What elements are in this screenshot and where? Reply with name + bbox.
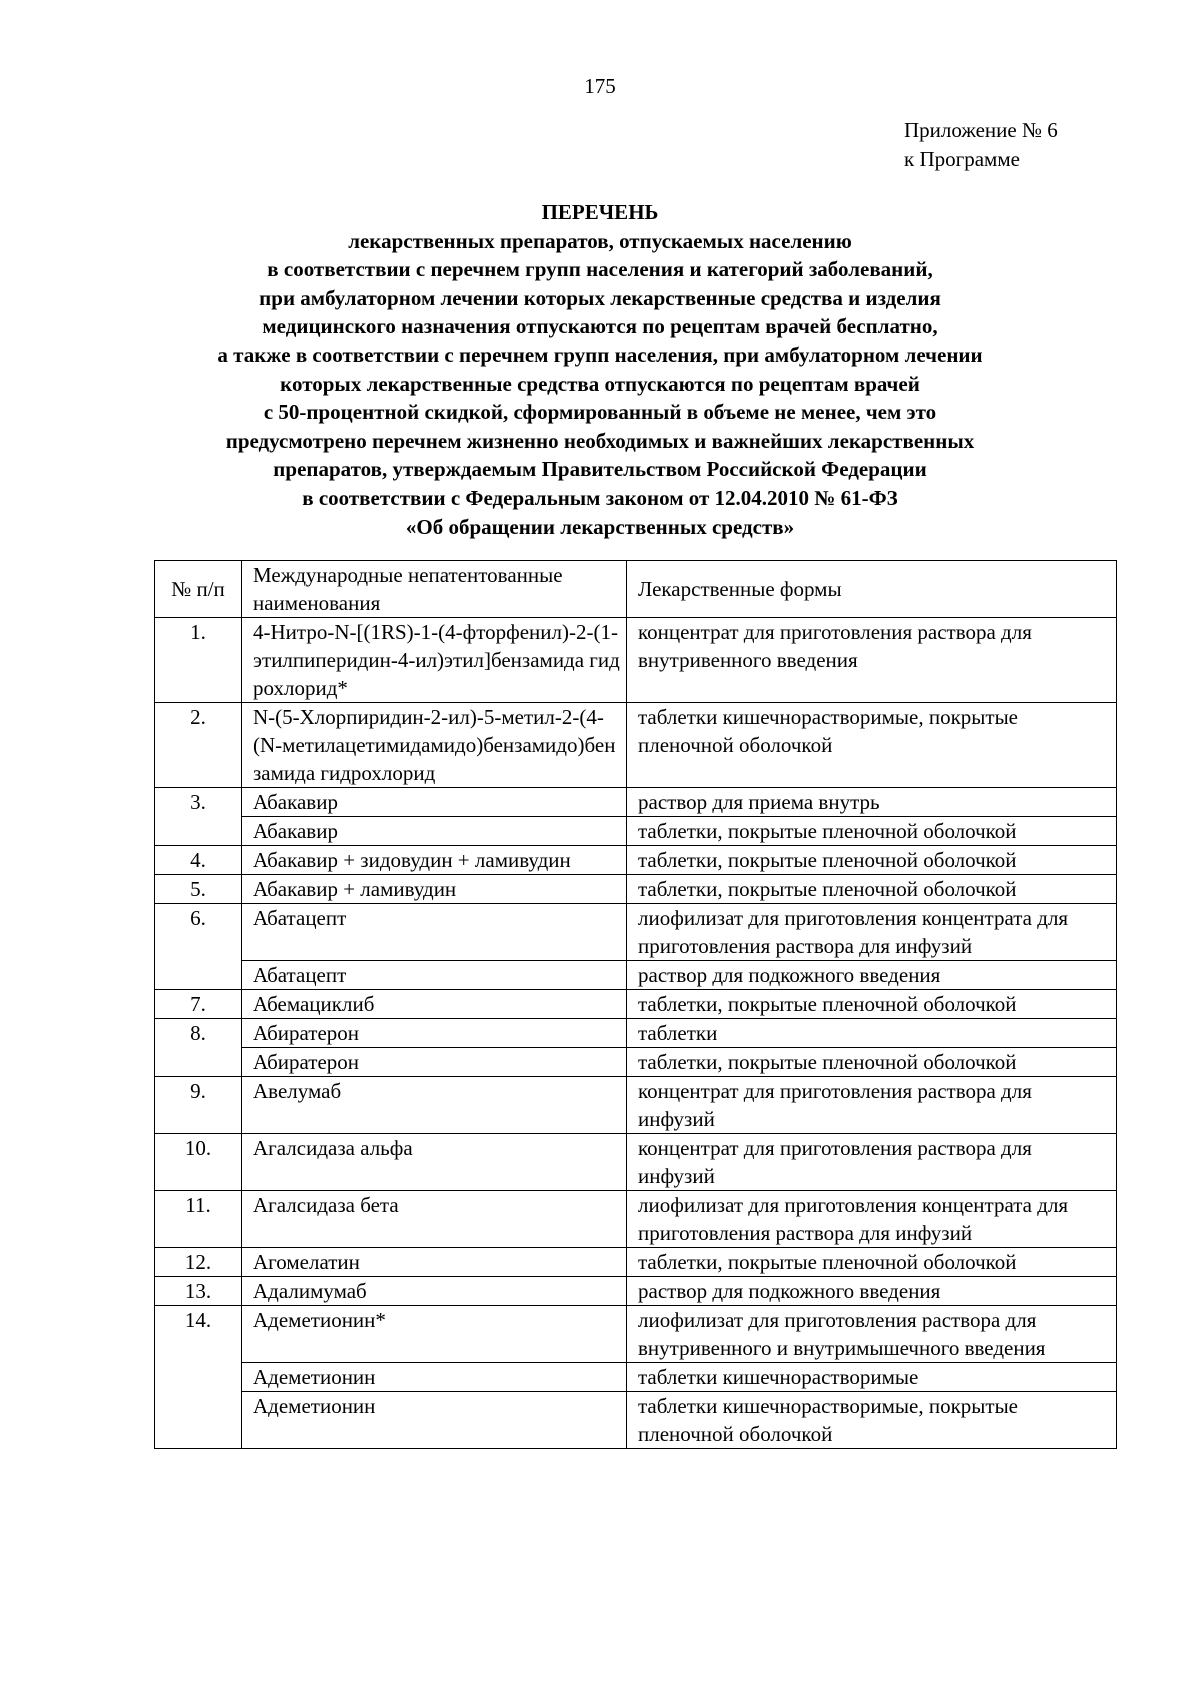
row-dosage-form: таблетки кишечнорастворимые — [627, 1363, 1117, 1392]
row-dosage-form: концентрат для приготовления раствора для инфузий — [627, 1077, 1117, 1134]
table-row — [155, 788, 1117, 817]
row-inn: Абакавир + ламивудин — [242, 875, 627, 904]
row-dosage-form: концентрат для приготовления раствора для внутривенного введения — [627, 618, 1117, 703]
row-number: 12. — [155, 1248, 242, 1277]
title-line: которых лекарственные средства отпускаются по рецептам врачей — [280, 371, 920, 396]
table-row — [155, 1048, 1117, 1077]
row-dosage-form: таблетки, покрытые пленочной оболочкой — [627, 846, 1117, 875]
row-number: 11. — [155, 1191, 242, 1248]
row-dosage-form: раствор для подкожного введения — [627, 1277, 1117, 1306]
row-dosage-form: таблетки, покрытые пленочной оболочкой — [627, 1248, 1117, 1277]
table-row — [155, 846, 1117, 875]
table-row — [155, 1191, 1117, 1248]
table-row — [155, 1392, 1117, 1449]
table-row — [155, 1077, 1117, 1134]
row-dosage-form: лиофилизат для приготовления концентрата для приготовления раствора для инфузий — [627, 904, 1117, 961]
table-row — [155, 618, 1117, 703]
row-inn: Абакавир — [242, 788, 627, 817]
medications-table — [154, 560, 1117, 1449]
row-dosage-form: лиофилизат для приготовления раствора для внутривенного и внутримышечного введения — [627, 1306, 1117, 1363]
row-inn: N-(5-Хлорпиридин-2-ил)-5-метил-2-(4-(N-метилацетимидамидо)бензамидо)бензамида гидрохлорид — [242, 703, 627, 788]
row-inn: Авелумаб — [242, 1077, 627, 1134]
row-number: 14. — [155, 1306, 242, 1449]
row-inn: Адеметионин — [242, 1392, 627, 1449]
table-row — [155, 817, 1117, 846]
row-inn: Адалимумаб — [242, 1277, 627, 1306]
row-inn: Абакавир — [242, 817, 627, 846]
row-number: 3. — [155, 788, 242, 846]
title-line: медицинского назначения отпускаются по рецептам врачей бесплатно, — [262, 314, 938, 339]
row-dosage-form: таблетки — [627, 1019, 1117, 1048]
appendix-line-1: Приложение № 6 — [904, 118, 1058, 142]
page-number: 175 — [584, 74, 616, 98]
row-inn: Адеметионин* — [242, 1306, 627, 1363]
title-line: лекарственных препаратов, отпускаемых населению — [348, 228, 852, 253]
table-row — [155, 1306, 1117, 1363]
table-row — [155, 990, 1117, 1019]
title-line: с 50-процентной скидкой, сформированный в объеме не менее, чем это — [263, 400, 937, 425]
row-dosage-form: таблетки кишечнорастворимые, покрытые пленочной оболочкой — [627, 1392, 1117, 1449]
table-row — [155, 1277, 1117, 1306]
table-row — [155, 1363, 1117, 1392]
row-inn: Агалсидаза альфа — [242, 1134, 627, 1191]
row-dosage-form: концентрат для приготовления раствора для инфузий — [627, 1134, 1117, 1191]
appendix-note — [904, 116, 1058, 174]
document-title — [0, 198, 1200, 541]
row-number: 2. — [155, 703, 242, 788]
table-header-row — [155, 561, 1117, 618]
row-number: 13. — [155, 1277, 242, 1306]
table-row — [155, 904, 1117, 961]
title-line: «Об обращении лекарственных средств» — [405, 514, 795, 539]
row-number: 8. — [155, 1019, 242, 1077]
row-inn: Абакавир + зидовудин + ламивудин — [242, 846, 627, 875]
row-dosage-form: таблетки, покрытые пленочной оболочкой — [627, 990, 1117, 1019]
title-line: препаратов, утверждаемым Правительством Российской Федерации — [273, 457, 927, 482]
row-inn: Абатацепт — [242, 904, 627, 961]
row-number: 9. — [155, 1077, 242, 1134]
row-inn: Агалсидаза бета — [242, 1191, 627, 1248]
row-dosage-form: раствор для приема внутрь — [627, 788, 1117, 817]
appendix-line-2: к Программе — [904, 147, 1020, 171]
title-line: в соответствии с Федеральным законом от 12.04.2010 № 61-ФЗ — [302, 485, 898, 510]
title-line: в соответствии с перечнем групп населения и категорий заболеваний, — [267, 257, 933, 282]
row-inn: Абемациклиб — [242, 990, 627, 1019]
row-dosage-form: лиофилизат для приготовления концентрата для приготовления раствора для инфузий — [627, 1191, 1117, 1248]
row-number: 4. — [155, 846, 242, 875]
row-inn: Абиратерон — [242, 1048, 627, 1077]
table-row — [155, 875, 1117, 904]
table-row — [155, 1248, 1117, 1277]
row-number: 6. — [155, 904, 242, 990]
row-dosage-form: таблетки, покрытые пленочной оболочкой — [627, 875, 1117, 904]
table-row — [155, 1134, 1117, 1191]
row-number: 5. — [155, 875, 242, 904]
header-dosage-form: Лекарственные формы — [627, 561, 1117, 618]
title-line: а также в соответствии с перечнем групп населения, при амбулаторном лечении — [217, 342, 983, 367]
row-dosage-form: таблетки, покрытые пленочной оболочкой — [627, 1048, 1117, 1077]
header-inn: Международные непатентованные наименования — [242, 561, 627, 618]
title-line: при амбулаторном лечении которых лекарственные средства и изделия — [259, 285, 941, 310]
table-row — [155, 1019, 1117, 1048]
header-number: № п/п — [155, 561, 242, 618]
table-row — [155, 703, 1117, 788]
title-line: предусмотрено перечнем жизненно необходимых и важнейших лекарственных — [225, 428, 975, 453]
title-heading: ПЕРЕЧЕНЬ — [541, 200, 659, 224]
row-number: 1. — [155, 618, 242, 703]
row-dosage-form: таблетки кишечнорастворимые, покрытые пленочной оболочкой — [627, 703, 1117, 788]
row-number: 7. — [155, 990, 242, 1019]
row-inn: Агомелатин — [242, 1248, 627, 1277]
row-inn: Адеметионин — [242, 1363, 627, 1392]
row-inn: Абиратерон — [242, 1019, 627, 1048]
row-dosage-form: таблетки, покрытые пленочной оболочкой — [627, 817, 1117, 846]
row-inn: 4-Нитро-N-[(1RS)-1-(4-фторфенил)-2-(1-этилпиперидин-4-ил)этил]бензамида гидрохлорид* — [242, 618, 627, 703]
row-dosage-form: раствор для подкожного введения — [627, 961, 1117, 990]
table-row — [155, 961, 1117, 990]
row-inn: Абатацепт — [242, 961, 627, 990]
row-number: 10. — [155, 1134, 242, 1191]
